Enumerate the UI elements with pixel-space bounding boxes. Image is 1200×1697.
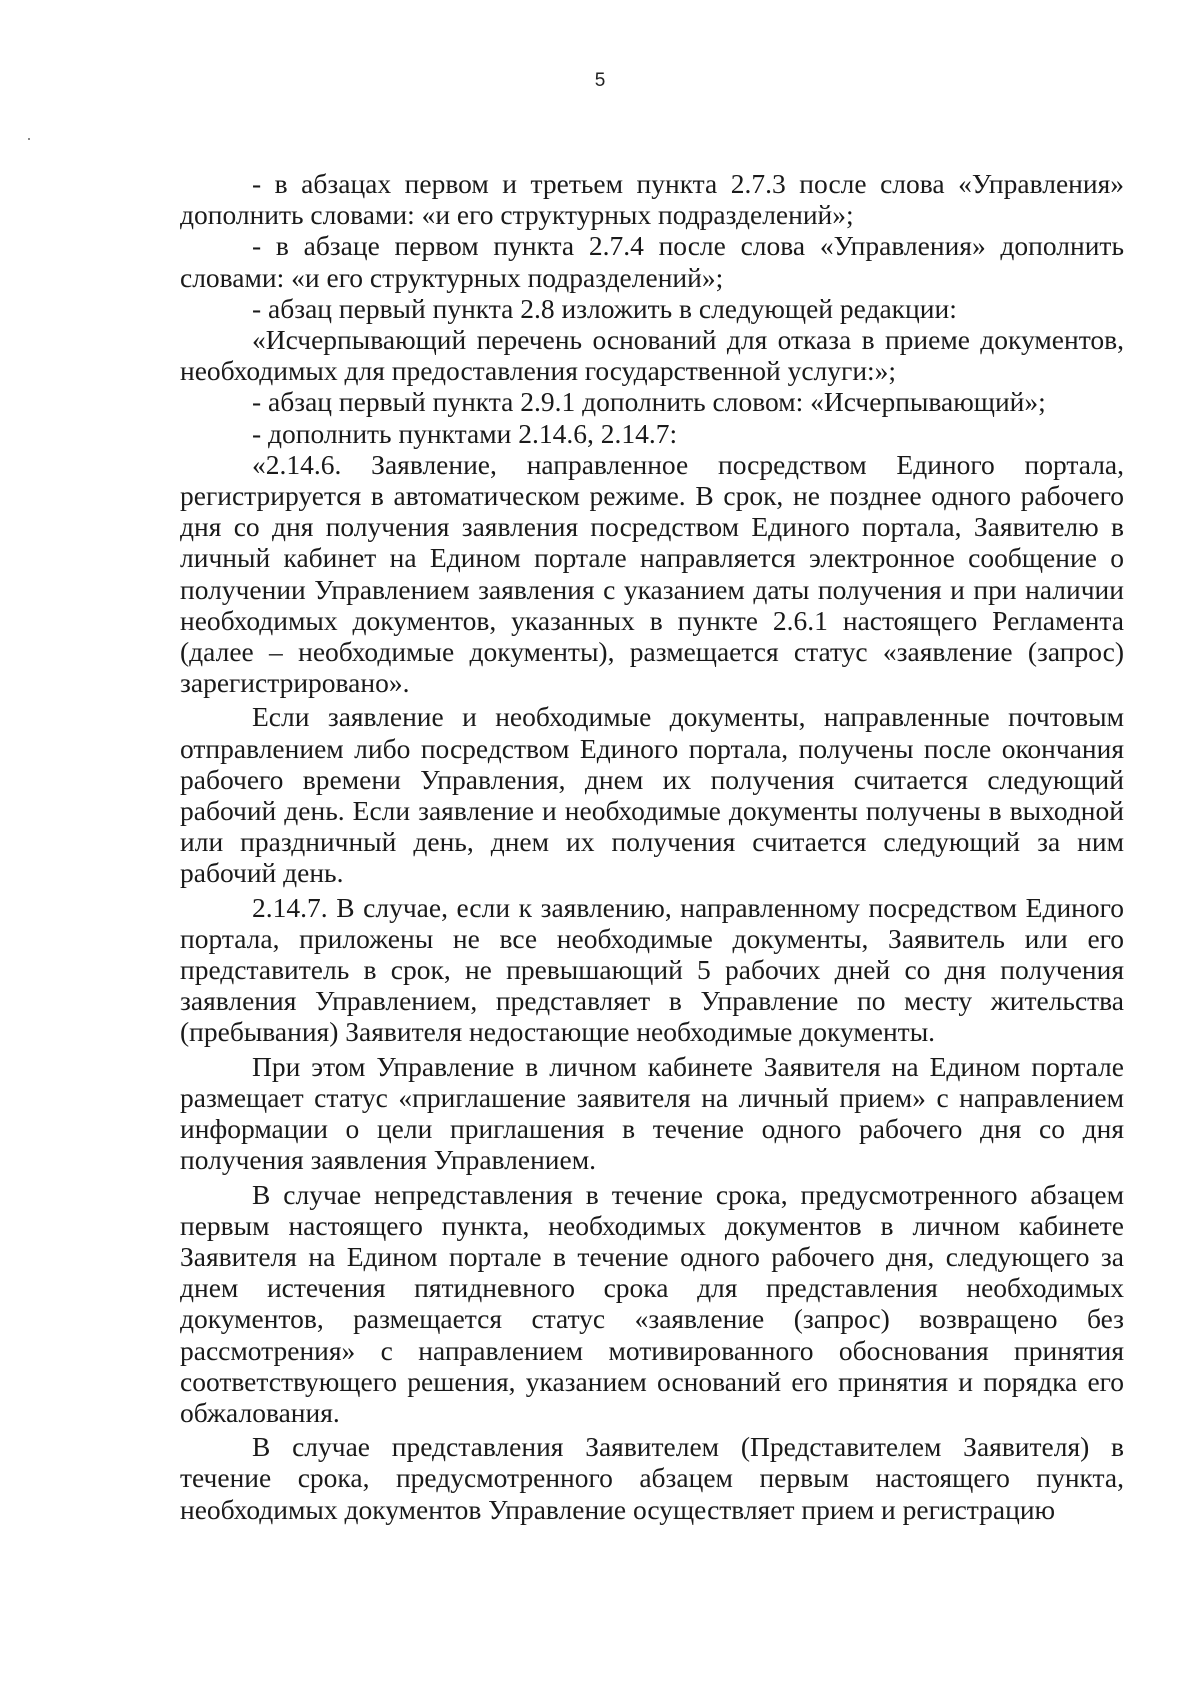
- paragraph-amend-2-8: - абзац первый пункта 2.8 изложить в следующей редакции:: [252, 292, 957, 324]
- paragraph-2-14-6: «2.14.6. Заявление, направленное посредством Единого портала, регистрируется в автоматическом режиме. В срок, не позднее одного рабочего дня со дня получения заявления посредством Единого портала, Заявителю в личный кабинет на Едином портале направляется электронное сообщение о получении Управлением заявления с указанием даты получения и при наличии необходимых документов, указанных в пункте 2.6.1 настоящего Регламента (далее – необходимые документы), размещается статус «заявление (запрос) зарегистрировано».: [180, 448, 1124, 699]
- paragraph-2-14-7-status: При этом Управление в личном кабинете Заявителя на Едином портале размещает статус «приглашение заявителя на личный прием» с направлением информации о цели приглашения в течение одного рабочего дня со дня получения заявления Управлением.: [180, 1050, 1124, 1176]
- scan-artifact: [28, 138, 30, 140]
- paragraph-2-14-6-cont: Если заявление и необходимые документы, направленные почтовым отправлением либо посредством Единого портала, получены после окончания рабочего времени Управления, днем их получения считается следующий рабочий день. Если заявление и необходимые документы получены в выходной или праздничный день, днем их получения считается следующий за ним рабочий день.: [180, 701, 1124, 889]
- paragraph-amend-2-7-3: - в абзацах первом и третьем пункта 2.7.3 после слова «Управления» дополнить словами: «и его структурных подразделений»;: [180, 168, 1124, 231]
- paragraph-2-14-7-nonsubmission: В случае непредставления в течение срока, предусмотренного абзацем первым настоящего пункта, необходимых документов в личном кабинете Заявителя на Едином портале в течение одного рабочего дня, следующего за днем истечения пятидневного срока для представления необходимых документов, размещается статус «заявление (запрос) возвращено без рассмотрения» с направлением мотивированного обоснования принятия соответствующего решения, указанием оснований его принятия и порядка его обжалования.: [180, 1178, 1124, 1428]
- paragraph-2-14-7-submission: В случае представления Заявителем (Представителем Заявителя) в течение срока, предусмотренного абзацем первым настоящего пункта, необходимых документов Управление осуществляет прием и регистрацию: [180, 1431, 1124, 1525]
- paragraph-add-items: - дополнить пунктами 2.14.6, 2.14.7:: [252, 417, 678, 449]
- page-number: 5: [594, 70, 606, 91]
- paragraph-2-8-new-text: «Исчерпывающий перечень оснований для отказа в приеме документов, необходимых для предоставления государственной услуги:»;: [180, 324, 1124, 387]
- document-body: [180, 168, 1124, 1525]
- paragraph-amend-2-7-4: - в абзаце первом пункта 2.7.4 после слова «Управления» дополнить словами: «и его структурных подразделений»;: [180, 230, 1124, 293]
- paragraph-amend-2-9-1: - абзац первый пункта 2.9.1 дополнить словом: «Исчерпывающий»;: [252, 386, 1046, 418]
- paragraph-2-14-7: 2.14.7. В случае, если к заявлению, направленному посредством Единого портала, приложены не все необходимые документы, Заявитель или его представитель в срок, не превышающий 5 рабочих дней со дня получения заявления Управлением, представляет в Управление по месту жительства (пребывания) Заявителя недостающие необходимые документы.: [180, 891, 1124, 1048]
